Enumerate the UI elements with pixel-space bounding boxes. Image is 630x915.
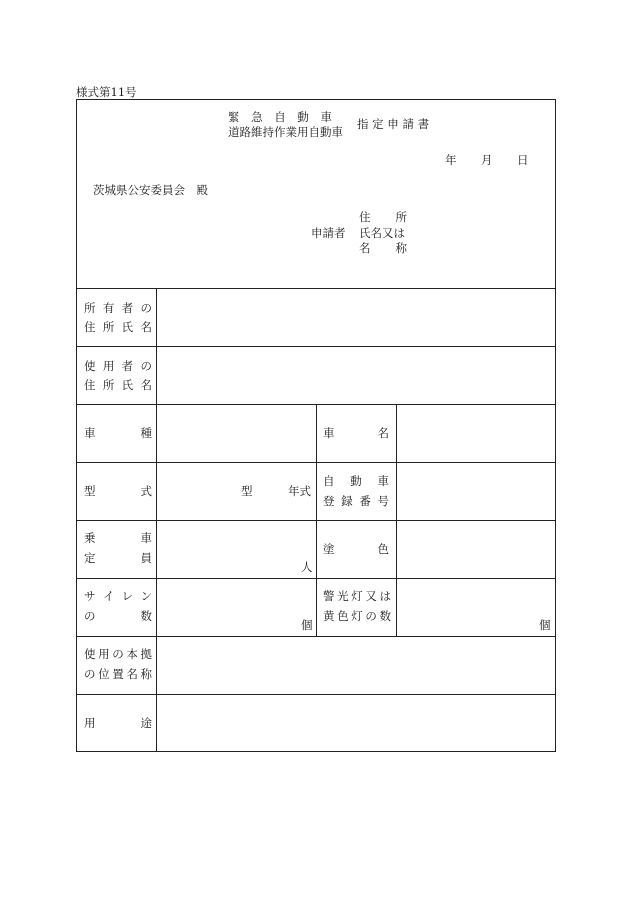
sirens-label: サ イ レ ン <box>84 589 152 603</box>
lights-label: 警 光 灯 又 は <box>323 589 391 603</box>
registration-label: 自 動 車 <box>323 474 389 488</box>
date-day: 日 <box>517 153 529 167</box>
applicant-address-label: 住 所 <box>359 210 407 224</box>
sirens-unit: 個 <box>301 618 313 632</box>
capacity-label: 乗 車 <box>84 531 152 545</box>
date-year: 年 <box>445 153 457 167</box>
owner-label: 所 有 者 の <box>84 301 152 315</box>
date-month: 月 <box>481 153 493 167</box>
vehicle-name-label: 車 名 <box>323 426 389 440</box>
form-title: 指 定 申 請 書 <box>357 117 430 131</box>
application-form: 緊 急 自 動 車 道路維持作業用自動車 指 定 申 請 書 年 月 日 茨城県公安委員会 殿 住 所 申請者 氏名又は 名 称 所 有 者 の 住 所 氏 名 使 用 者 の 住 所 氏 名 車 種 車 名 型 式 型 年式 自 動 車 登 録 番 号 乗 車 定 員 人 塗 色 サ イ レ ン の 数 個 警 光 灯 又 は 黄 色 灯 の 数 個 使 用 の 本 拠 の 位 置 名 称 用 途 <box>76 99 556 752</box>
addressee: 茨城県公安委員会 殿 <box>93 183 208 197</box>
model-label: 型 式 <box>84 484 152 498</box>
applicant-title-label: 名 称 <box>359 241 407 255</box>
vehicle-type-label: 車 種 <box>84 426 152 440</box>
form-number: 様式第11号 <box>76 85 137 99</box>
applicant-label: 申請者 <box>311 226 346 240</box>
paint-label: 塗 色 <box>323 542 389 556</box>
title-option-emergency-vehicle: 緊 急 自 動 車 <box>228 110 332 124</box>
purpose-label: 用 途 <box>84 716 152 730</box>
base-location-label: 使 用 の 本 拠 <box>84 647 152 661</box>
capacity-unit: 人 <box>301 560 313 574</box>
title-option-road-maintenance-vehicle: 道路維持作業用自動車 <box>228 125 343 139</box>
model-year-label: 型 年式 <box>241 484 311 498</box>
lights-unit: 個 <box>539 618 551 632</box>
user-label: 使 用 者 の <box>84 359 152 373</box>
applicant-name-label: 氏名又は <box>359 226 405 240</box>
